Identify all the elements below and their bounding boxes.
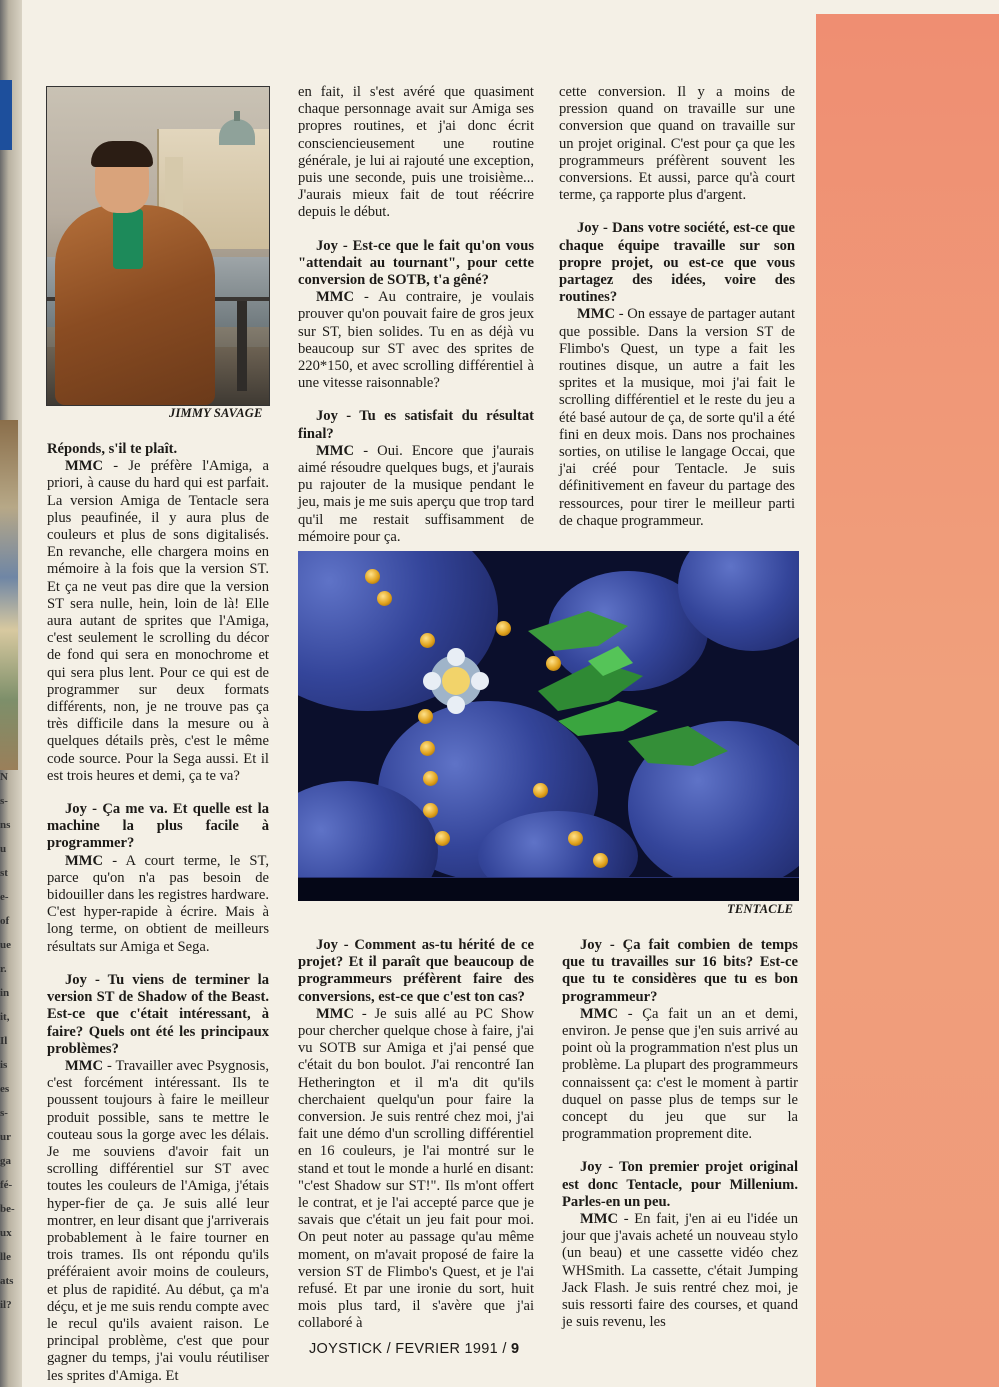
answer-text: - Au contraire, je voulais prouver qu'on pouvait faire de gros jeux sur ST, bien solides. Tu en as déjà vu beaucoup sur ST avec des sprites de 220*150, et avec scrolling différentiel à une vitesse raisonnable? <box>298 289 534 392</box>
footer-magazine-issue: JOYSTICK / FEVRIER 1991 / <box>309 1341 511 1357</box>
gold-orb <box>435 831 450 846</box>
previous-page-fragment: of <box>0 915 10 927</box>
question: Joy - Ça me va. Et quelle est la machine la plus facile à programmer? <box>47 801 269 852</box>
previous-page-fragment: be- <box>0 1203 15 1215</box>
ship-pod <box>423 672 441 690</box>
previous-page-fragment: s- <box>0 795 8 807</box>
previous-page-fragment: fé- <box>0 1179 13 1191</box>
previous-page-fragment: il? <box>0 1299 12 1311</box>
gold-orb <box>418 709 433 724</box>
previous-page-fragment: lle <box>0 1251 11 1263</box>
ship-pod <box>471 672 489 690</box>
continued-paragraph: en fait, il s'est avéré que quasiment chaque personnage avait sur Amiga ses propres routines, et j'ai donc écrit consciencieusement une routine générale, je lui ai rajouté une exception, puis une seconde, puis une troisième... J'aurais mieux fait de tout réécrire depuis le début. <box>298 84 534 221</box>
page-footer <box>309 1341 519 1357</box>
previous-page-fragment: Il <box>0 1035 8 1047</box>
column-3-top <box>559 84 795 530</box>
player-ship <box>423 648 489 714</box>
answer-paragraph <box>298 443 534 546</box>
photo-dome-tip <box>234 111 240 121</box>
answer-paragraph <box>562 1006 798 1144</box>
answer-paragraph <box>47 458 269 785</box>
question: Joy - Dans votre société, est-ce que chaque équipe travaille sur son propre projet, ou est-ce que vous partagez des idées, voire des routines? <box>559 220 795 306</box>
gold-orb <box>533 783 548 798</box>
answer-text: - A court terme, le ST, parce qu'on n'a pas besoin de bidouiller dans les registres hardware. C'est hyper-rapide à écrire. Mais à long terme, on obtient de meilleurs résultats sur Amiga et Sega. <box>47 852 269 955</box>
answer-text: - Oui. Encore que j'aurais aimé résoudre quelques bugs, et j'aurais pu rajouter de la musique pendant le jeu, mais je me suis aperçu que trop tard qu'il me restait suffisamment de mémoire pour ça. <box>298 442 534 545</box>
previous-page-fragment: u <box>0 843 7 855</box>
speaker-label: MMC <box>316 442 355 459</box>
gold-orb <box>546 656 561 671</box>
previous-page-fragment: ux <box>0 1227 12 1239</box>
previous-page-fragment: in <box>0 987 10 999</box>
answer-paragraph <box>298 1006 534 1333</box>
previous-page-fragment: ga <box>0 1155 11 1167</box>
previous-page-text-fragments <box>0 770 22 1322</box>
gold-orb <box>593 853 608 868</box>
answer-text: - Je suis allé au PC Show pour chercher quelque chose à faire, j'ai vu SOTB sur Amiga et j'ai pensé que c'était du bon boulot. J'ai rencontré Ian Hetherington et il m'a dit qu'ils cherchaient quelqu'un pour faire la conversion. Je suis rentré chez moi, j'ai fait une démo d'un scrolling différentiel en 16 couleurs, je l'ai montré sur le stand et tout le monde a hurlé en disant: "c'est Shadow sur ST!". Ils m'ont offert le contrat, et je l'ai accepté parce que je savais que c'était un jeu fait pour moi. On peut noter au passage qu'au même moment, on m'avait proposé de faire la version ST de Flimbo's Quest, et je l'ai refusé. Et par une ironie du sort, huit mois plus tard, il s'avère que j'ai collaboré à <box>298 1005 534 1332</box>
ship-pod <box>447 648 465 666</box>
photo-dome <box>219 119 255 145</box>
page-number: 9 <box>511 1341 520 1357</box>
gold-orb <box>420 633 435 648</box>
question: Joy - Comment as-tu hérité de ce projet? Et il paraît que beaucoup de programmeurs préfèrent faire des conversions, est-ce que c'est ton cas? <box>298 937 534 1005</box>
gold-orb <box>496 621 511 636</box>
ship-core <box>442 667 470 695</box>
gold-orb <box>377 591 392 606</box>
column-1 <box>47 441 269 1385</box>
speaker-label: MMC <box>316 289 355 306</box>
game-status-bar <box>298 877 799 901</box>
green-dragon <box>528 611 628 651</box>
previous-page-photo-strip <box>0 420 18 770</box>
photo-caption: JIMMY SAVAGE <box>169 406 263 420</box>
previous-page-fragment: e- <box>0 891 9 903</box>
gold-orb <box>423 771 438 786</box>
answer-text: - Ça fait un an et demi, environ. Je pense que j'en suis arrivé au point où la programmation n'est plus un problème. La plupart des programmeurs connaissent ça: c'est le moment à partir duquel on passe plus de temps sur le concept du jeu que sur la programmation proprement dite. <box>562 1005 798 1143</box>
previous-page-fragment: es <box>0 1083 10 1095</box>
speaker-label: MMC <box>316 1005 355 1022</box>
previous-page-fragment: ue <box>0 939 11 951</box>
gold-orb <box>365 569 380 584</box>
question: Joy - Ça fait combien de temps que tu travailles sur 16 bits? Est-ce que tu te considères que tu es bon programmeur? <box>562 937 798 1005</box>
dragon-sprites <box>528 611 728 766</box>
gold-orb <box>420 741 435 756</box>
answer-paragraph <box>559 306 795 530</box>
previous-page-fragment: s- <box>0 1107 8 1119</box>
previous-page-fragment: ats <box>0 1275 14 1287</box>
game-screenshot-tentacle <box>298 551 799 901</box>
question: Joy - Tu viens de terminer la version ST de Shadow of the Beast. Est-ce que c'était intéressant, à faire? Quels ont été les principaux problèmes? <box>47 971 269 1057</box>
previous-page-fragment: it, <box>0 1011 10 1023</box>
previous-page-fragment: N <box>0 771 8 783</box>
answer-text: - Travailler avec Psygnosis, c'est forcément intéressant. Ils te poussent toujours à faire le meilleur produit possible, sans te mettre le couteau sous la gorge avec les délais. Je me souviens d'avoir fait un scrolling différentiel sur ST avec toutes les couleurs de l'Amiga, j'étais hyper-fier de ça. Je suis allé leur montrer, en leur disant que j'arriverais probablement à le faire tourner en trois trames. Ils ont répondu qu'ils préféraient avoir moins de couleurs, et plus de rapidité. Au début, ça m'a déçu, et je me suis rendu compte avec le recul qu'ils avaient raison. Le principal problème, c'est que pour gagner du temps, j'ai voulu réutiliser les sprites d'Amiga. Et <box>47 1057 269 1384</box>
ship-pod <box>447 696 465 714</box>
question: Joy - Tu es satisfait du résultat final? <box>298 408 534 442</box>
lead-sentence: Réponds, s'il te plaît. <box>47 441 178 457</box>
previous-page-fragment: is <box>0 1059 8 1071</box>
answer-paragraph <box>562 1211 798 1331</box>
previous-page-edge <box>0 0 22 1387</box>
previous-page-blue-block <box>0 80 12 150</box>
previous-page-fragment: ur <box>0 1131 11 1143</box>
previous-page-fragment: r. <box>0 963 7 975</box>
answer-text: - En fait, j'en ai eu l'idée un jour que j'avais acheté un nouveau stylo (un beau) et une cassette vidéo chez WHSmith. La cassette, c'était Jumping Jack Flash. Je suis rentré chez moi, je suis ressorti faire des courses, et quand je suis revenu, les <box>562 1211 798 1331</box>
question: Joy - Ton premier projet original est donc Tentacle, pour Millenium. Parles-en un peu. <box>562 1159 798 1210</box>
speaker-label: MMC <box>65 1057 104 1074</box>
photo-hair <box>91 141 153 167</box>
previous-page-fragment: ns <box>0 819 11 831</box>
answer-text: - On essaye de partager autant que possible. Dans la version ST de Flimbo's Quest, un type a fait les routines disque, un autre a fait les sprites et la musique, moi j'ai fait le scrolling différentiel et le reste du jeu a été basé autour de ça, de sorte qu'il a été fini en deux mois. Dans nos prochaines sorties, on utilise le langage Occai, que j'ai créé pour Tentacle. Je suis définitivement en faveur du partage des ressources, pour tirer le meilleur parti de chaque programmeur. <box>559 306 796 529</box>
photo-post <box>237 301 247 391</box>
column-2-top <box>298 84 534 546</box>
green-dragon <box>628 726 728 766</box>
continued-paragraph: cette conversion. Il y a moins de pression quand on travaille sur une conversion que quand on travaille sur un projet original. C'est pour ça que les programmeurs préfèrent souvent les conversions. Et aussi, parce qu'à court terme, ça rapporte plus d'argent. <box>559 84 795 204</box>
answer-paragraph <box>298 289 534 392</box>
gold-orb <box>568 831 583 846</box>
question: Joy - Est-ce que le fait qu'on vous "attendait au tournant", pour cette conversion de SOTB, t'a gêné? <box>298 237 534 289</box>
speaker-label: MMC <box>580 1211 619 1228</box>
answer-paragraph <box>47 853 269 956</box>
photo-jimmy-savage <box>46 86 270 406</box>
speaker-label: MMC <box>65 458 104 475</box>
screenshot-sprites <box>298 551 799 901</box>
speaker-label: MMC <box>577 306 616 323</box>
previous-page-fragment: st <box>0 867 8 879</box>
salmon-side-band <box>816 14 999 1387</box>
speaker-label: MMC <box>580 1005 619 1022</box>
column-2-bottom <box>298 937 534 1333</box>
screenshot-caption: TENTACLE <box>727 902 794 916</box>
answer-text: - Je préfère l'Amiga, a priori, à cause du hard qui est parfait. La version Amiga de Tentacle sera plus peaufinée, il y aura plus de couleurs et plus de sons digitalisés. En revanche, elle chargera moins en mémoire à la fois que la version ST. Et ça ne veut pas dire que la version ST sera nulle, hein, loin de là! Elle aura autant de sprites que l'Amiga, c'est seulement le scrolling du décor de fond qui sera en monochrome et qui sera plus lent. Pour ce qui est de programmer sur deux formats différents, non, je ne trouve pas ça très difficile dans la mesure ou à quelques détails près, c'est le même code source. Pour la Sega aussi. Et il est trois heures et demi, ça te va? <box>47 458 269 784</box>
speaker-label: MMC <box>65 852 104 869</box>
answer-paragraph <box>47 1058 269 1385</box>
column-3-bottom <box>562 937 798 1331</box>
gold-orb <box>423 803 438 818</box>
photo-shirt <box>113 209 143 269</box>
